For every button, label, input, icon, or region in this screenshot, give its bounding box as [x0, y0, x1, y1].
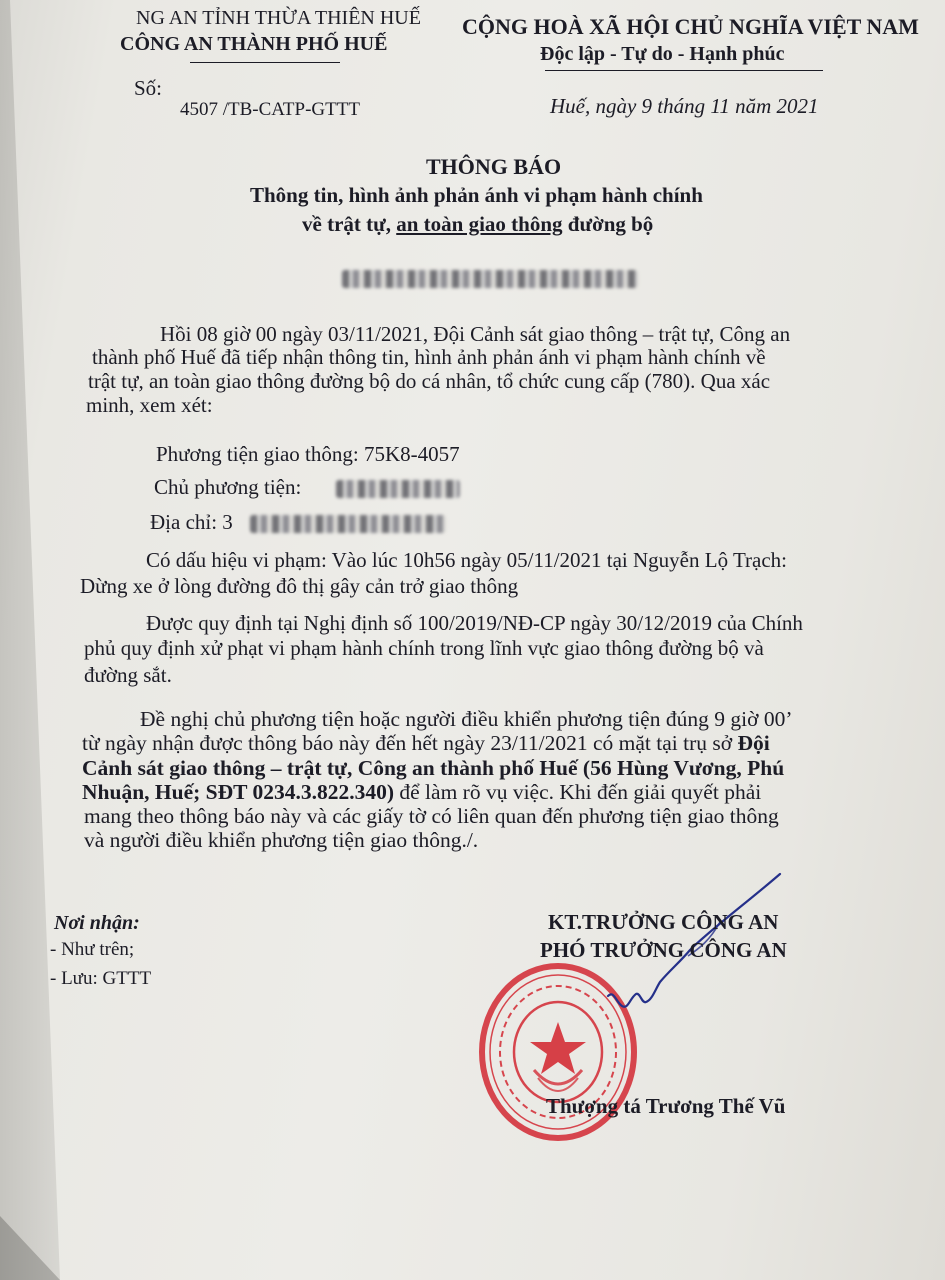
agency-line-2: CÔNG AN THÀNH PHỐ HUẾ [120, 33, 388, 55]
signer-name: Thượng tá Trương Thế Vũ [546, 1094, 786, 1118]
paragraph-1-line-2: thành phố Huế đã tiếp nhận thông tin, hình ảnh phản ánh vi phạm hành chính về [92, 345, 766, 369]
violation-line-1: Có dấu hiệu vi phạm: Vào lúc 10h56 ngày 05/11/2021 tại Nguyễn Lộ Trạch: [146, 548, 788, 572]
request-line-1: Đề nghị chủ phương tiện hoặc người điều khiển phương tiện đúng 9 giờ 00’ [140, 707, 793, 731]
vehicle-plate: Phương tiện giao thông: 75K8-4057 [156, 442, 460, 466]
recipient-item-1: - Như trên; [50, 939, 135, 960]
signature-title-2: PHÓ TRƯỞNG CÔNG AN [540, 938, 787, 962]
title-subtitle-2: về trật tự, an toàn giao thông đường bộ [302, 212, 654, 236]
agency-line-1: NG AN TỈNH THỪA THIÊN HUẾ [136, 7, 421, 29]
number-label: Số: [134, 76, 163, 100]
signature-title-1: KT.TRƯỞNG CÔNG AN [548, 910, 779, 934]
request-line-6: và người điều khiển phương tiện giao thông./. [84, 828, 479, 852]
title-subtitle-1: Thông tin, hình ảnh phản ánh vi phạm hành chính [250, 183, 703, 207]
recipients-label: Nơi nhận: [54, 912, 140, 934]
owner-label: Chủ phương tiện: [154, 475, 302, 499]
redacted-address [250, 515, 446, 533]
regulation-line-1: Được quy định tại Nghị định số 100/2019/NĐ-CP ngày 30/12/2019 của Chính [146, 611, 803, 635]
request-line-2: từ ngày nhận được thông báo này đến hết ngày 23/11/2021 có mặt tại trụ sở Đội [82, 731, 770, 755]
redacted-owner [336, 480, 460, 498]
motto-underline [545, 70, 823, 71]
paragraph-1-line-3: trật tự, an toàn giao thông đường bộ do cá nhân, tổ chức cung cấp (780). Qua xác [88, 369, 771, 393]
redacted-recipient [342, 270, 638, 288]
republic-title: CỘNG HOÀ XÃ HỘI CHỦ NGHĨA VIỆT NAM [462, 14, 919, 39]
violation-line-2: Dừng xe ở lòng đường đô thị gây cản trở giao thông [80, 574, 519, 598]
recipient-item-2: - Lưu: GTTT [50, 968, 152, 989]
request-line-5: mang theo thông báo này và các giấy tờ có liên quan đến phương tiện giao thông [84, 804, 779, 828]
motto: Độc lập - Tự do - Hạnh phúc [540, 43, 785, 65]
request-line-3: Cảnh sát giao thông – trật tự, Công an thành phố Huế (56 Hùng Vương, Phú [82, 756, 785, 780]
regulation-line-3: đường sắt. [84, 663, 172, 687]
regulation-line-2: phủ quy định xử phạt vi phạm hành chính trong lĩnh vực giao thông đường bộ và [84, 636, 764, 660]
paragraph-1-line-4: minh, xem xét: [86, 393, 213, 417]
request-line-4: Nhuận, Huế; SĐT 0234.3.822.340) để làm rõ vụ việc. Khi đến giải quyết phải [82, 780, 762, 804]
paragraph-1-line-1: Hồi 08 giờ 00 ngày 03/11/2021, Đội Cảnh sát giao thông – trật tự, Công an [160, 322, 791, 346]
document-number: 4507 /TB-CATP-GTTT [180, 99, 360, 120]
document-title: THÔNG BÁO [426, 154, 562, 179]
document-date: Huế, ngày 9 tháng 11 năm 2021 [550, 94, 819, 118]
address-label: Địa chỉ: 3 [150, 510, 233, 534]
agency-underline [190, 62, 340, 63]
